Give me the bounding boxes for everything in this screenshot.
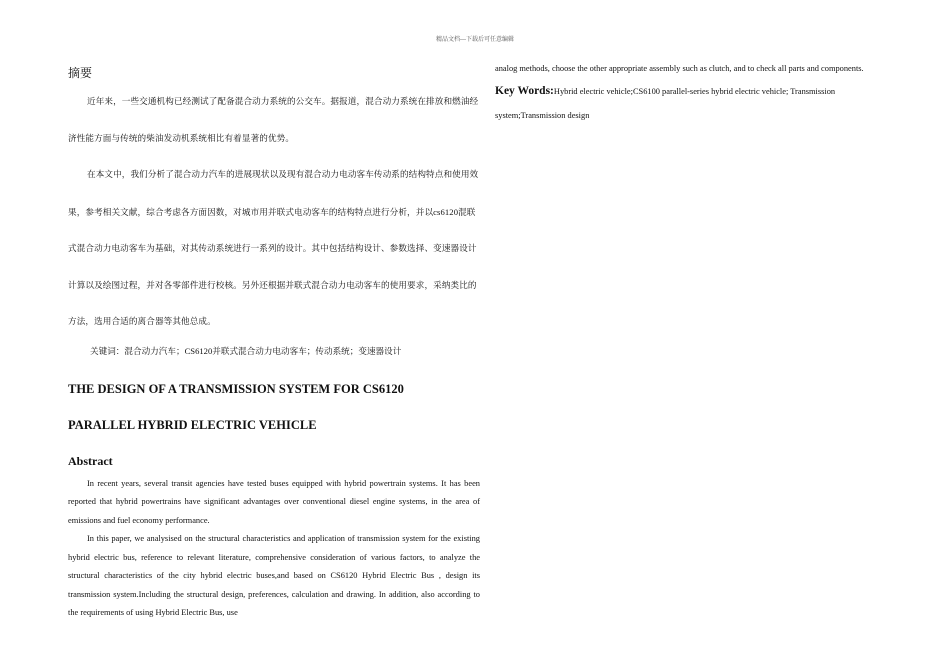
english-abstract-paragraph-2-continued: analog methods, choose the other appropriate assembly such as clutch, and to check all parts and components. [495,64,864,73]
english-abstract-paragraph-1: In recent years, several transit agencies have tested buses equipped with hybrid powertrain systems. It has been reported that hybrid powertrains have significant advantages over conventional diesel engine systems, in the area of emissions and fuel economy performance. [68,478,480,525]
chinese-abstract-paragraph-2 [68,157,480,341]
chinese-abstract-paragraph-1 [68,84,480,157]
chinese-abstract-paragraph-2-text-a: 在本文中，我们分析了混合动力汽车的进展现状以及现有混合动力电动客车传动系的结构特点和使用效果，参考相关文献，综合考虑各方面因数，对城市用并联式电动客车的结构特点进行分析，并以 [68,170,479,218]
chinese-abstract-paragraph-2-text-b: 混联式混合动力电动客车为基础，对其传动系统进行一系列的设计。其中包括结构设计、参数选择、变速器设计计算以及绘图过程，并对各零部件进行校核。另外还根据并联式混合动力电动客车的使用要求，采纳类比的方法，选用合适的离合器等其他总成。 [68,207,477,327]
chinese-keywords [90,344,480,359]
right-column [495,60,885,128]
left-column [68,64,480,623]
english-title-line-1: THE DESIGN OF A TRANSMISSION SYSTEM FOR CS6120 [68,381,404,396]
english-keywords [495,79,885,128]
header-watermark: 精品文档---下载后可任意编辑 [436,37,514,43]
english-abstract-paragraph-2: In this paper, we analysised on the structural characteristics and application of transmission system for the existing hybrid electric bus, reference to relevant literature, comprehensive consideration of various factors, to analyze the structural characteristics of the city hybrid electric buses,and based on CS6120 Hybrid Electric Bus , design its transmission system.Including the structural design, preferences, calculation and drawing. In addition, also according to the requirements of using Hybrid Electric Bus, use [68,534,480,617]
chinese-keywords-text-b: 并联式混合动力电动客车；传动系统；变速器设计 [212,346,402,357]
english-title-line-2: PARALLEL HYBRID ELECTRIC VEHICLE [68,417,317,432]
chinese-keywords-label: 关键词： [90,346,125,357]
chinese-abstract-model-number: cs6120 [433,206,459,217]
english-keywords-text: Hybrid electric vehicle;CS6100 parallel-series hybrid electric vehicle; Transmission system;Transmission design [495,86,836,120]
chinese-keywords-model: CS6120 [184,345,213,356]
english-abstract-heading: Abstract [68,453,113,468]
chinese-abstract-heading: 摘要 [68,66,93,80]
english-keywords-label: Key Words: [495,84,554,97]
chinese-abstract-paragraph-1-text: 近年来，一些交通机构已经测试了配备混合动力系统的公交车。据报道，混合动力系统在排放和燃油经济性能方面与传统的柴油发动机系统相比有着显著的优势。 [68,97,479,144]
chinese-keywords-text-a: 混合动力汽车； [124,346,185,357]
